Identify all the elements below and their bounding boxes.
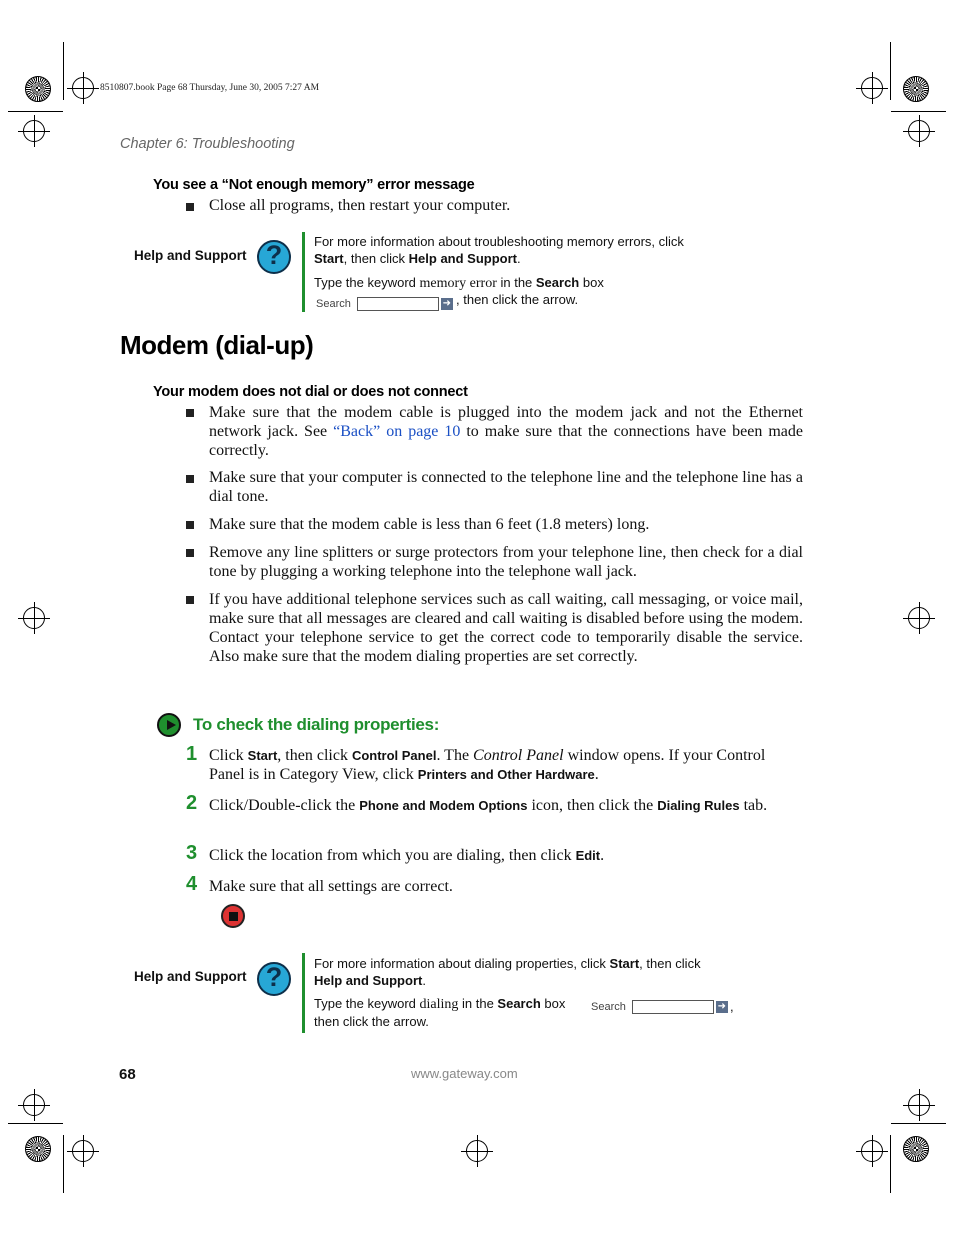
- help-comma: ,: [730, 999, 734, 1014]
- page-number: 68: [119, 1066, 136, 1083]
- help-tail-2: then click the arrow.: [314, 1014, 429, 1029]
- back-link[interactable]: “Back” on page 10: [333, 423, 461, 440]
- help-and-support-label: Help and Support: [134, 248, 247, 263]
- modem-heading: Your modem does not dial or does not connect: [153, 384, 468, 400]
- play-arrow-icon: [157, 713, 181, 737]
- crop-mark: [891, 1123, 946, 1124]
- help-divider: [302, 953, 305, 1033]
- help-keyword-line-1: Type the keyword memory error in the Search box: [314, 275, 604, 291]
- bullet-icon: [186, 521, 194, 529]
- memory-bullet: Close all programs, then restart your computer.: [209, 197, 511, 214]
- print-info: 8510807.book Page 68 Thursday, June 30, 2005 7:27 AM: [100, 83, 320, 93]
- crosshair-icon: [861, 77, 883, 99]
- crop-mark: [8, 111, 63, 112]
- help-text-1: For more information about troubleshooting memory errors, click Start, then click Help and Support.: [314, 234, 684, 266]
- help-tail-1: , then click the arrow.: [456, 292, 579, 307]
- crosshair-icon: [72, 77, 94, 99]
- procedure-heading: To check the dialing properties:: [193, 715, 440, 734]
- crop-mark: [8, 1123, 63, 1124]
- crosshair-icon: [908, 120, 930, 142]
- crosshair-icon: [72, 1140, 94, 1162]
- bullet-icon: [186, 596, 194, 604]
- page-title: Modem (dial-up): [120, 330, 314, 360]
- crosshair-icon: [908, 607, 930, 629]
- registration-wheel-icon: [903, 1136, 929, 1162]
- help-keyword-line-2: Type the keyword dialing in the Search box: [314, 996, 566, 1012]
- website-url: www.gateway.com: [411, 1066, 518, 1081]
- arrow-icon: ➜: [442, 298, 452, 309]
- step-1: Click Start, then click Control Panel. The Control Panel window opens. If your Control Panel is in Category View, click Printers and Other Hardware.: [209, 747, 766, 783]
- step-4: Make sure that all settings are correct.: [209, 878, 453, 895]
- modem-bullet-1: Make sure that the modem cable is plugged into the modem jack and not the Ethernet network jack. See “Back” on page 10 to make sure that the connections have been made correctly.: [209, 404, 803, 459]
- step-number: 3: [186, 842, 198, 864]
- memory-error-heading: You see a “Not enough memory” error message: [153, 177, 475, 193]
- step-2: Click/Double-click the Phone and Modem Options icon, then click the Dialing Rules tab.: [209, 797, 768, 814]
- step-number: 1: [186, 743, 198, 765]
- registration-wheel-icon: [25, 1136, 51, 1162]
- arrow-icon: ➜: [717, 1001, 727, 1012]
- question-mark-icon: ?: [257, 240, 291, 274]
- crop-mark: [63, 42, 64, 100]
- modem-bullet-2: Make sure that your computer is connected to the telephone line and the telephone line has a dial tone.: [209, 469, 803, 505]
- bullet-icon: [186, 475, 194, 483]
- modem-bullet-3: Make sure that the modem cable is less than 6 feet (1.8 meters) long.: [209, 516, 650, 533]
- registration-wheel-icon: [25, 76, 51, 102]
- search-box-illustration: Search ➜: [591, 1001, 727, 1013]
- crop-mark: [891, 111, 946, 112]
- crosshair-icon: [861, 1140, 883, 1162]
- step-3: Click the location from which you are dialing, then click Edit.: [209, 847, 605, 864]
- help-divider: [302, 232, 305, 312]
- crosshair-icon: [23, 120, 45, 142]
- crop-mark: [890, 42, 891, 100]
- crosshair-icon: [908, 1094, 930, 1116]
- bullet-icon: [186, 549, 194, 557]
- chapter-header: Chapter 6: Troubleshooting: [120, 136, 295, 152]
- stop-icon: [221, 904, 245, 928]
- crop-mark: [63, 1135, 64, 1193]
- modem-bullet-5: If you have additional telephone services such as call waiting, call messaging, or voice mail, make sure that all messages are cleared and call waiting is disabled before using the modem. Contact your telephone service to get the correct code to temporarily disable the service. Also make sure that the modem dialing properties are set correctly.: [209, 591, 803, 665]
- crosshair-icon: [23, 607, 45, 629]
- registration-wheel-icon: [903, 76, 929, 102]
- search-box-illustration: Search ➜: [316, 298, 452, 310]
- bullet-icon: [186, 203, 194, 211]
- crosshair-icon: [23, 1094, 45, 1116]
- help-and-support-label: Help and Support: [134, 969, 247, 984]
- help-text-2: For more information about dialing properties, click Start, then click Help and Support.: [314, 956, 701, 988]
- crop-mark: [890, 1135, 891, 1193]
- crosshair-icon: [466, 1140, 488, 1162]
- question-mark-icon: ?: [257, 962, 291, 996]
- bullet-icon: [186, 409, 194, 417]
- step-number: 2: [186, 792, 198, 814]
- step-number: 4: [186, 873, 198, 895]
- modem-bullet-4: Remove any line splitters or surge protectors from your telephone line, then check for a dial tone by plugging a working telephone into the telephone wall jack.: [209, 544, 803, 580]
